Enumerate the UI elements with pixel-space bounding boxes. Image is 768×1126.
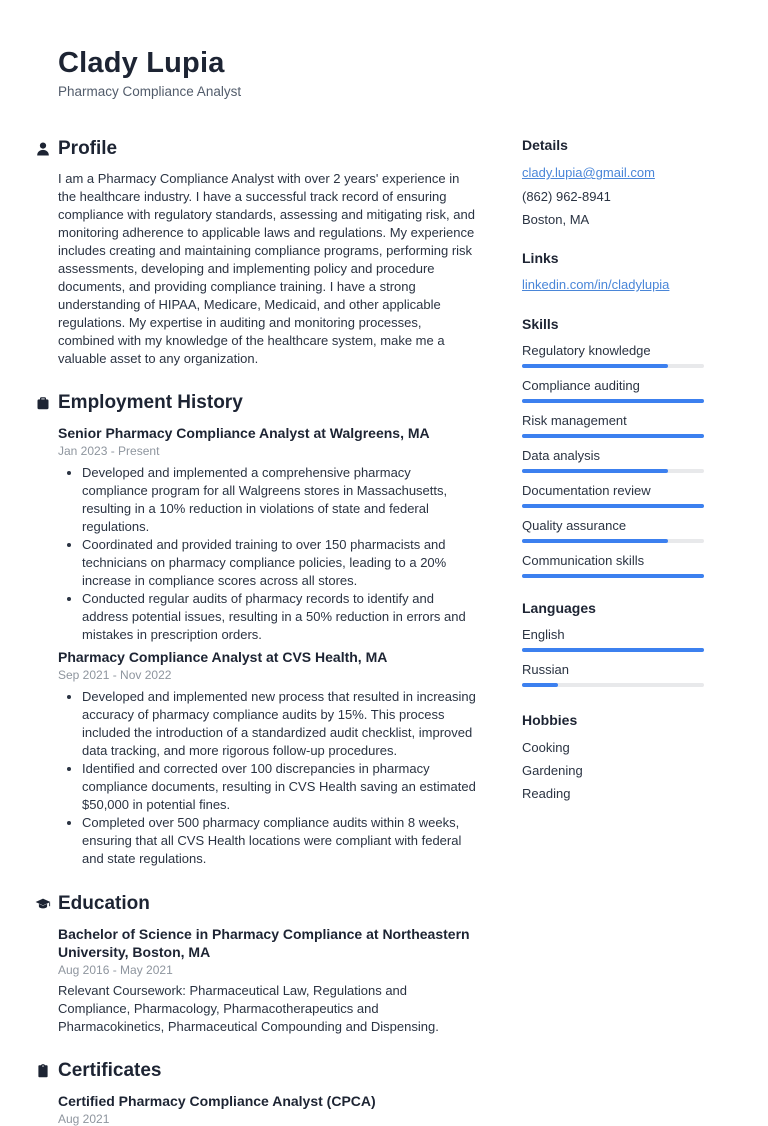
language-label: English xyxy=(522,627,565,642)
skill-item xyxy=(522,377,704,403)
skill-label: Risk management xyxy=(522,413,627,428)
person-icon xyxy=(35,141,51,157)
education-entry xyxy=(58,925,480,1036)
job-bullet: • Coordinated and provided training to over 150 pharmacists and technicians on pharmacy compliance policies, leading to a 20% increase in compliance scores across all stores. xyxy=(82,536,480,590)
certificates-section-heading xyxy=(58,1059,480,1083)
skill-bar-fill xyxy=(522,539,668,543)
language-item xyxy=(522,661,704,687)
skill-label: Regulatory knowledge xyxy=(522,343,651,358)
skill-label: Data analysis xyxy=(522,448,601,463)
skills-heading: Skills xyxy=(522,316,559,332)
education-dates: Aug 2016 - May 2021 xyxy=(58,963,173,977)
language-label: Russian xyxy=(522,662,569,677)
job-dates: Jan 2023 - Present xyxy=(58,444,160,458)
job-bullet-list xyxy=(58,688,480,868)
job-entry xyxy=(58,424,480,644)
job-bullet: • Identified and corrected over 100 discrepancies in pharmacy compliance documents, resulting in CVS Health saving an estimated $50,000 in potential fines. xyxy=(82,760,480,814)
language-bar-fill xyxy=(522,648,704,652)
linkedin-row xyxy=(522,276,704,293)
skill-bar-track xyxy=(522,434,704,438)
employment-heading-text: Employment History xyxy=(58,392,243,413)
details-heading: Details xyxy=(522,137,568,153)
person-job-title: Pharmacy Compliance Analyst xyxy=(58,84,242,99)
skill-item xyxy=(522,517,704,543)
graduation-cap-icon xyxy=(35,896,51,912)
hobby-item: Cooking xyxy=(522,740,570,755)
certificate-entry xyxy=(58,1092,480,1126)
skill-bar-fill xyxy=(522,399,704,403)
skill-bar-fill xyxy=(522,574,704,578)
certificates-heading-text: Certificates xyxy=(58,1060,162,1081)
skill-item xyxy=(522,482,704,508)
job-title: Pharmacy Compliance Analyst at CVS Health, MA xyxy=(58,649,388,665)
job-bullet: • Developed and implemented a comprehensive pharmacy compliance program for all Walgreens stores in Massachusetts, resulting in a 10% reduction in violations of state and federal regulations. xyxy=(82,464,480,536)
links-heading: Links xyxy=(522,250,559,266)
sidebar-column xyxy=(522,0,704,802)
hobby-item: Reading xyxy=(522,786,571,801)
language-bar-track xyxy=(522,683,704,687)
skill-label: Documentation review xyxy=(522,483,651,498)
job-bullet: • Completed over 500 pharmacy compliance audits within 8 weeks, ensuring that all CVS Health locations were compliant with federal and state regulations. xyxy=(82,814,480,868)
skill-item xyxy=(522,552,704,578)
job-bullet: • Developed and implemented new process that resulted in increasing accuracy of pharmacy compliance audits by 15%. This process included the introduction of a standardized audit checklist, improved data tracking, and more rigorous follow-up procedures. xyxy=(82,688,480,760)
profile-section-heading xyxy=(58,137,480,161)
briefcase-icon xyxy=(35,395,51,411)
profile-heading-text: Profile xyxy=(58,138,118,159)
location-text: Boston, MA xyxy=(522,212,590,227)
linkedin-link[interactable]: linkedin.com/in/cladylupia xyxy=(522,277,670,292)
education-description: Relevant Coursework: Pharmaceutical Law, Regulations and Compliance, Pharmacology, Pharmacotherapeutics and Pharmacokinetics, Pharmaceutical Compounding and Dispensing. xyxy=(58,983,439,1034)
skill-bar-fill xyxy=(522,469,668,473)
skill-bar-fill xyxy=(522,434,704,438)
skill-item xyxy=(522,447,704,473)
job-entry xyxy=(58,648,480,868)
certificate-dates: Aug 2021 xyxy=(58,1112,110,1126)
skill-label: Communication skills xyxy=(522,553,645,568)
skill-bar-track xyxy=(522,364,704,368)
languages-heading: Languages xyxy=(522,600,596,616)
email-row xyxy=(522,164,704,181)
person-name: Clady Lupia xyxy=(58,47,225,79)
skill-item xyxy=(522,412,704,438)
skill-bar-track xyxy=(522,539,704,543)
language-item xyxy=(522,626,704,652)
email-link[interactable]: clady.lupia@gmail.com xyxy=(522,165,655,180)
phone-number: (862) 962-8941 xyxy=(522,189,611,204)
skill-bar-fill xyxy=(522,504,704,508)
employment-section-heading xyxy=(58,391,480,415)
skill-bar-fill xyxy=(522,364,668,368)
hobbies-heading: Hobbies xyxy=(522,712,578,728)
skill-item xyxy=(522,342,704,368)
skill-bar-track xyxy=(522,504,704,508)
skill-bar-track xyxy=(522,469,704,473)
language-bar-fill xyxy=(522,683,558,687)
job-dates: Sep 2021 - Nov 2022 xyxy=(58,668,172,682)
job-title: Senior Pharmacy Compliance Analyst at Walgreens, MA xyxy=(58,425,430,441)
job-bullet: • Conducted regular audits of pharmacy records to identify and address potential issues, resulting in a 50% reduction in errors and mistakes in prescription orders. xyxy=(82,590,480,644)
main-column xyxy=(58,0,480,1126)
education-section-heading xyxy=(58,892,480,916)
hobby-item: Gardening xyxy=(522,763,583,778)
education-heading-text: Education xyxy=(58,893,150,914)
skill-bar-track xyxy=(522,574,704,578)
skill-bar-track xyxy=(522,399,704,403)
job-bullet-list xyxy=(58,464,480,644)
certificate-title: Certified Pharmacy Compliance Analyst (CPCA) xyxy=(58,1093,376,1109)
certificate-icon xyxy=(35,1063,51,1079)
profile-paragraph: I am a Pharmacy Compliance Analyst with over 2 years' experience in the healthcare industry. I have a successful track record of ensuring compliance with regulatory standards, assessing and mitigating risk, and monitoring adherence to applicable laws and regulations. My experience includes creating and maintaining compliance programs, performing risk assessments, developing and implementing policy and procedure documents, and providing compliance training. I have a strong understanding of HIPAA, Medicare, Medicaid, and other applicable regulations. My expertise in auditing and monitoring processes, combined with my knowledge of the healthcare system, make me a valuable asset to any organization. xyxy=(58,171,475,366)
skill-label: Compliance auditing xyxy=(522,378,640,393)
language-bar-track xyxy=(522,648,704,652)
skill-label: Quality assurance xyxy=(522,518,627,533)
degree-title: Bachelor of Science in Pharmacy Compliance at Northeastern University, Boston, MA xyxy=(58,926,470,960)
